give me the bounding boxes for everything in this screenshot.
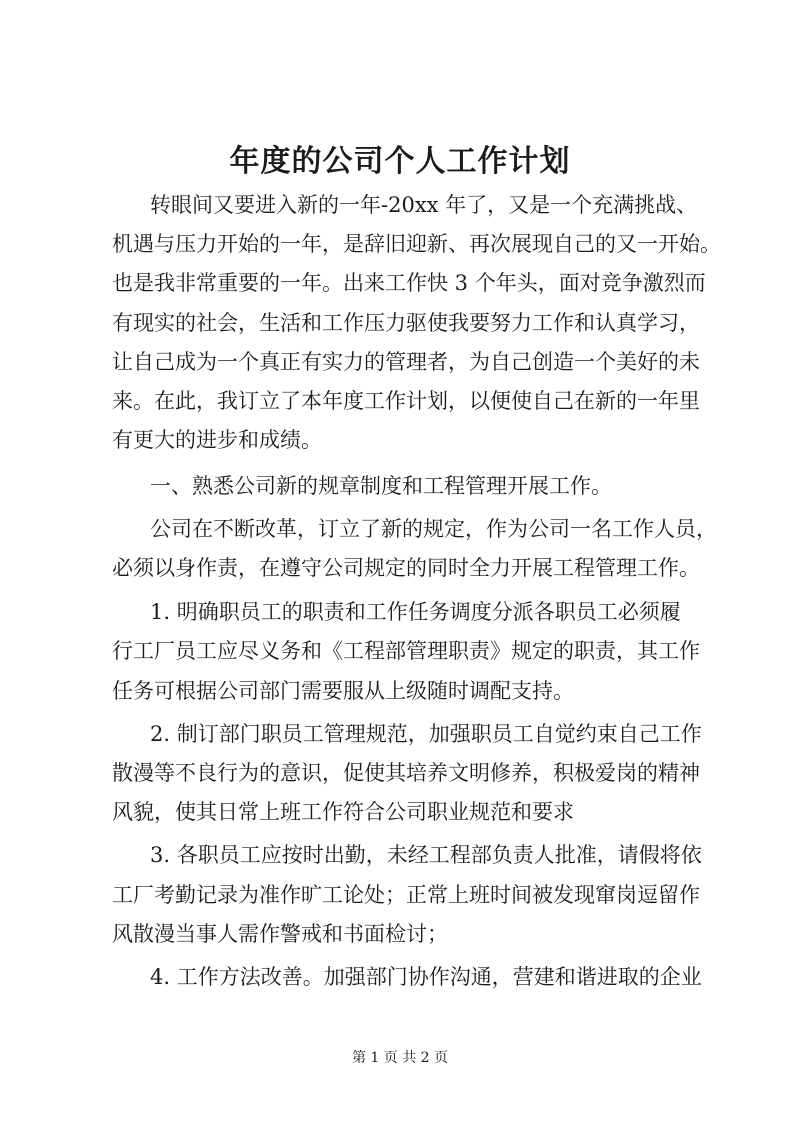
paragraph-line: 也是我非常重要的一年。出来工作快 3 个年头，面对竞争激烈而 (112, 271, 706, 295)
paragraph-line: 公司在不断改革，订立了新的规定，作为公司一名工作人员， (150, 517, 717, 541)
list-item-line: 风散漫当事人需作警戒和书面检讨； (112, 922, 448, 946)
paragraph-line: 有现实的社会，生活和工作压力驱使我要努力工作和认真学习， (112, 311, 700, 335)
paragraph-line: 有更大的进步和成绩。 (112, 428, 322, 452)
document-title: 年度的公司个人工作计划 (229, 144, 571, 179)
paragraph-line: 转眼间又要进入新的一年-20xx 年了，又是一个充满挑战、 (150, 193, 698, 217)
paragraph-line: 让自己成为一个真正有实力的管理者，为自己创造一个美好的未 (112, 350, 700, 374)
paragraph-line: 必须以身作责，在遵守公司规定的同时全力开展工程管理工作。 (112, 556, 700, 580)
list-item-line: 行工厂员工应尽义务和《工程部管理职责》规定的职责，其工作 (112, 639, 700, 663)
paragraph-line: 来。在此，我订立了本年度工作计划，以便使自己在新的一年里 (112, 389, 700, 413)
list-item-line: 3. 各职员工应按时出勤，未经工程部负责人批准，请假将依 (150, 843, 702, 867)
list-item-line: 散漫等不良行为的意识，促使其培养文明修养，积极爱岗的精神 (112, 761, 700, 785)
list-item-line: 工厂考勤记录为准作旷工论处；正常上班时间被发现窜岗逗留作 (112, 883, 700, 907)
list-item-line: 1. 明确职员工的职责和工作任务调度分派各职员工必须履 (150, 600, 681, 624)
list-item-line: 4. 工作方法改善。加强部门协作沟通，营建和谐进取的企业 (150, 965, 702, 989)
list-item-line: 任务可根据公司部门需要服从上级随时调配支持。 (112, 679, 574, 703)
list-item-line: 2. 制订部门职员工管理规范，加强职员工自觉约束自己工作 (150, 722, 702, 746)
paragraph-line: 机遇与压力开始的一年，是辞旧迎新、再次展现自己的又一开始。 (112, 232, 721, 256)
list-item-line: 风貌，使其日常上班工作符合公司职业规范和要求 (112, 800, 574, 824)
section-heading: 一、熟悉公司新的规章制度和工程管理开展工作。 (150, 474, 612, 498)
page-number: 第 1 页 共 2 页 (351, 1050, 449, 1066)
